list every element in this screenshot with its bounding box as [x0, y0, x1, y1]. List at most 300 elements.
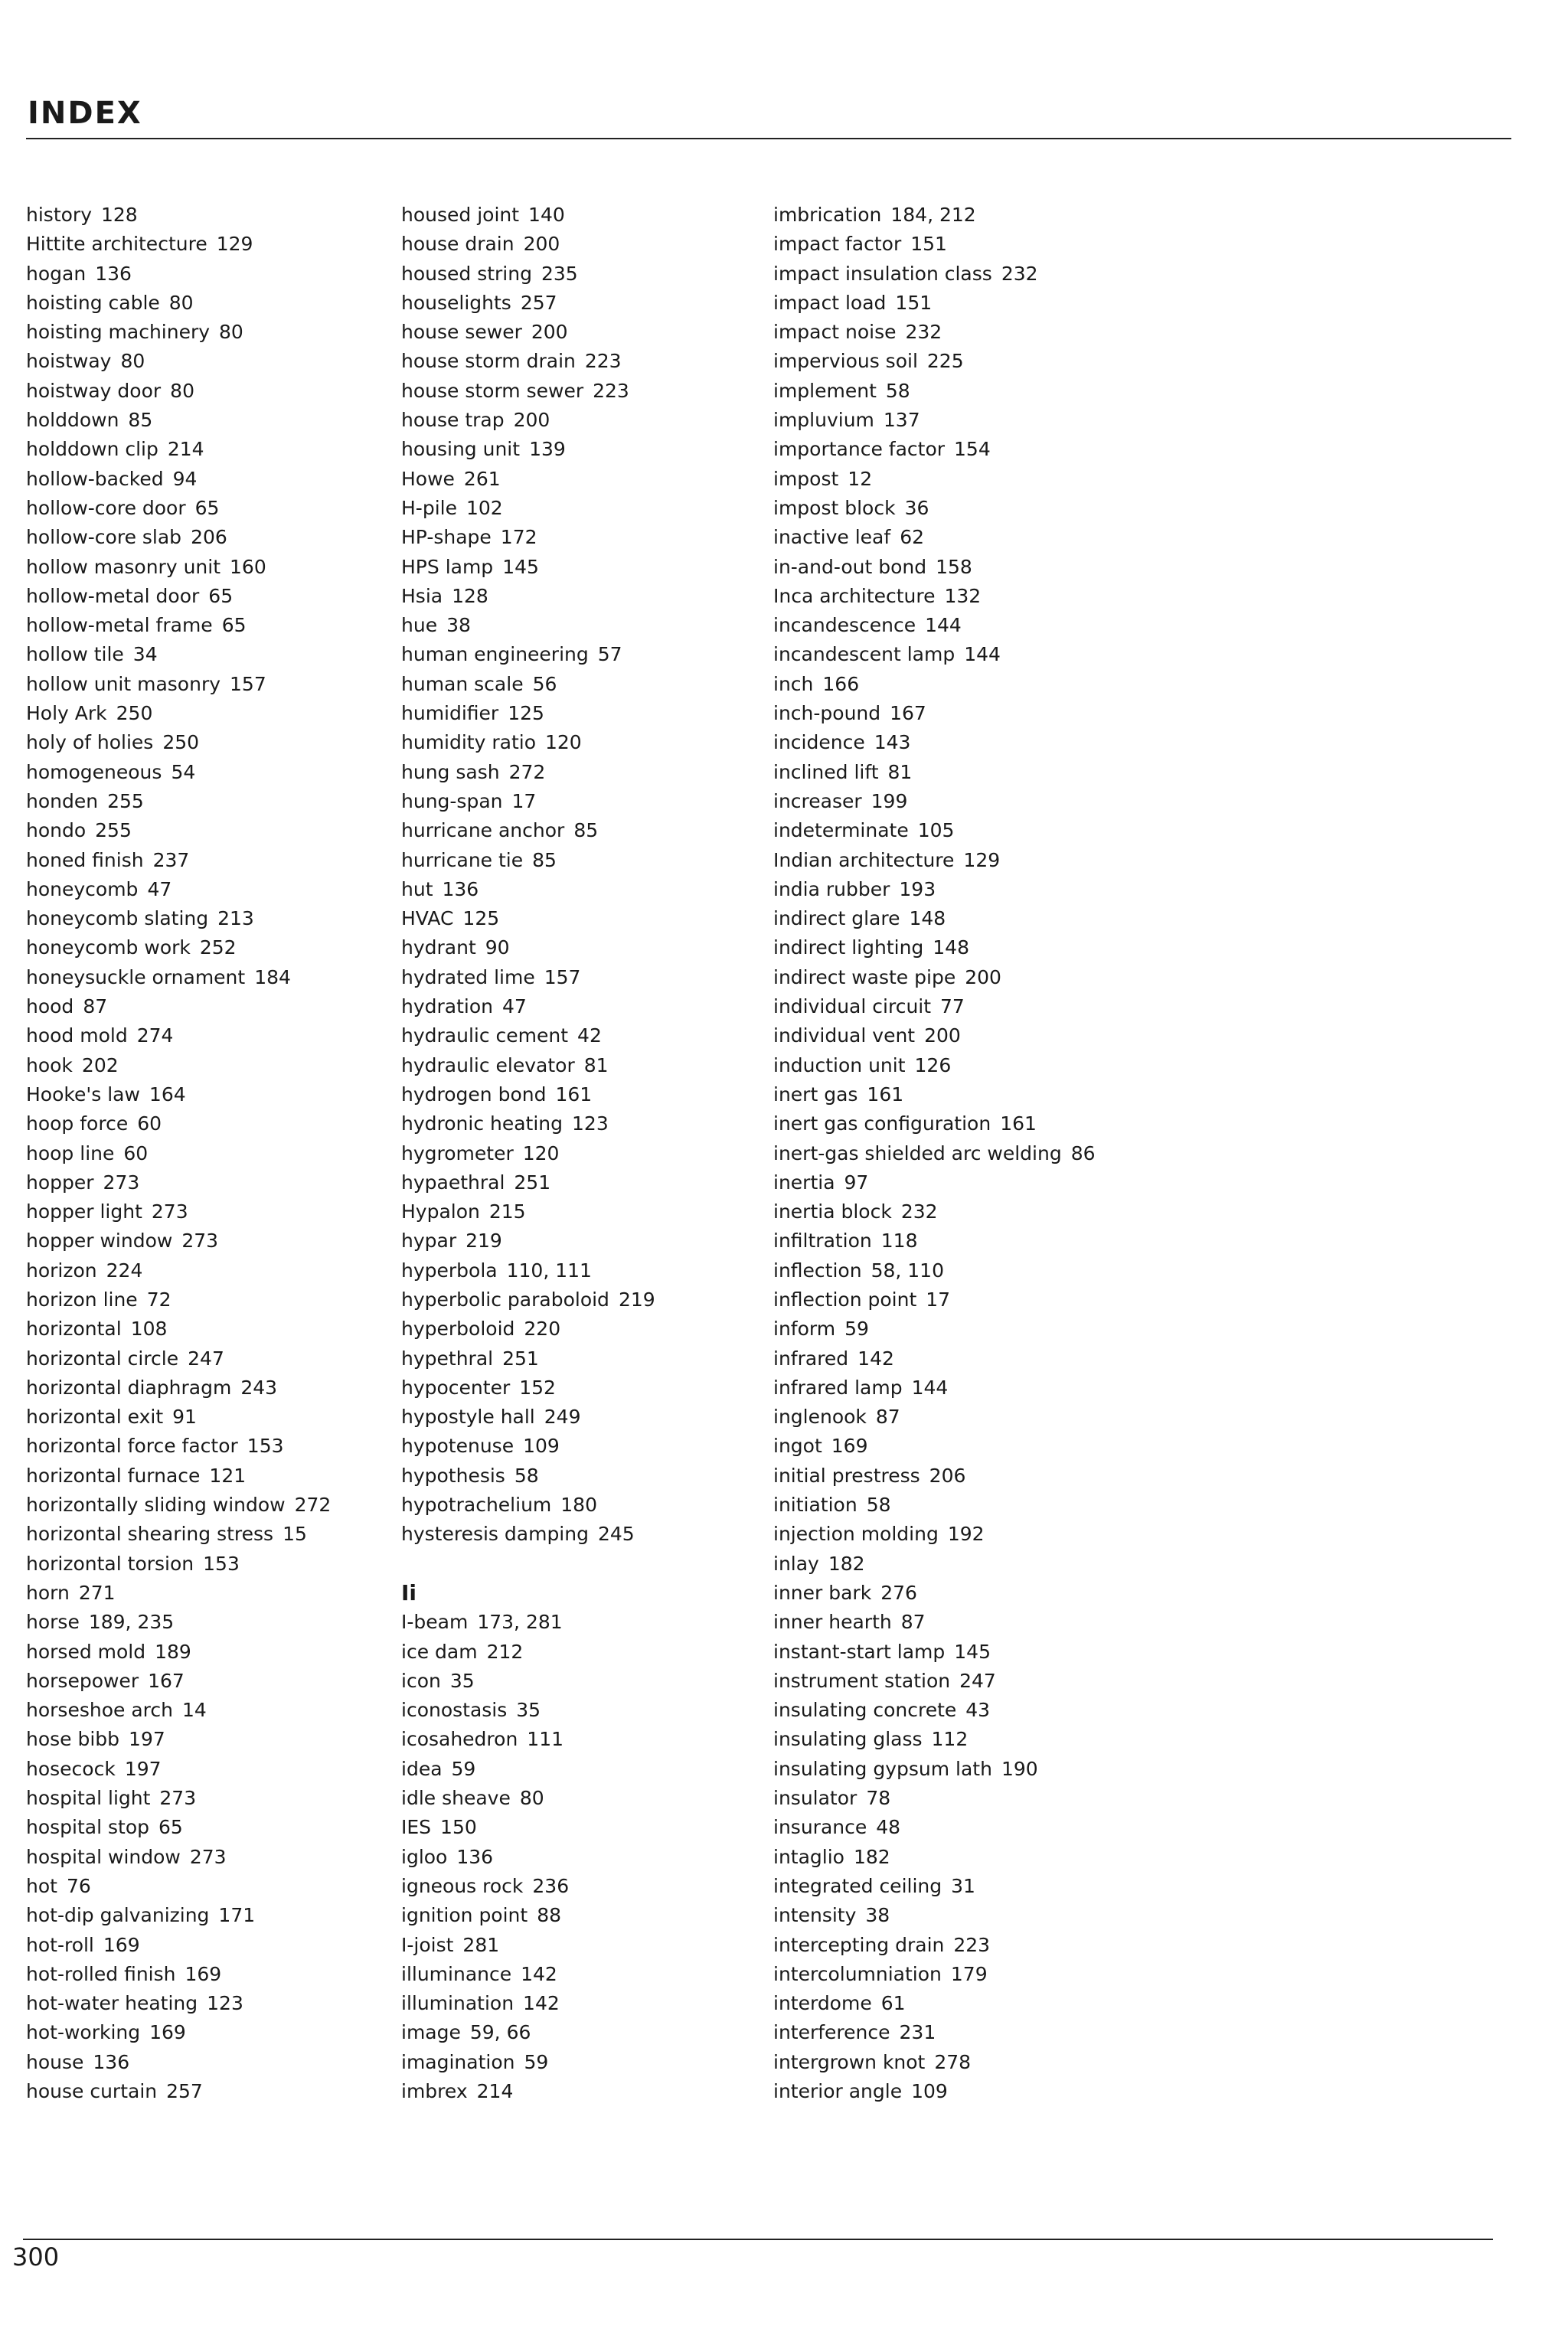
index-page-refs: 80 — [219, 321, 243, 344]
index-page-refs: 142 — [521, 1962, 557, 1985]
index-term: hot-water heating — [26, 1992, 198, 2015]
index-term: hollow-core slab — [26, 526, 182, 549]
index-page-refs: 34 — [132, 643, 158, 666]
index-entry — [773, 1403, 1133, 1432]
index-entry — [401, 435, 761, 464]
index-entry — [773, 1520, 1133, 1549]
index-page-refs: 144 — [911, 1376, 949, 1399]
index-page-refs: 157 — [230, 672, 266, 695]
index-term: inner bark — [773, 1581, 872, 1604]
index-page-refs: 257 — [520, 291, 557, 314]
index-page-refs: 65 — [208, 584, 234, 607]
index-entry — [26, 904, 386, 933]
index-entry — [26, 816, 386, 845]
index-term: interior angle — [773, 2080, 903, 2102]
index-term: ignition point — [401, 1904, 528, 1927]
index-term: hollow unit masonry — [26, 672, 221, 695]
index-term: housing unit — [401, 438, 521, 461]
index-entry — [26, 1491, 386, 1520]
index-entry — [26, 1550, 386, 1579]
index-entry — [401, 289, 761, 318]
index-page-refs: 58 — [885, 379, 910, 402]
index-entry — [26, 1872, 386, 1901]
index-term: hollow-metal frame — [26, 614, 213, 637]
index-term: inertia block — [773, 1200, 892, 1223]
index-entry — [401, 406, 761, 435]
index-term: imagination — [401, 2050, 515, 2073]
index-term: india rubber — [773, 877, 890, 900]
index-page-refs: 171 — [218, 1904, 256, 1927]
index-term: hurricane anchor — [401, 819, 565, 842]
index-entry — [26, 289, 386, 318]
index-entry — [773, 787, 1133, 816]
index-entry — [773, 1960, 1133, 1989]
index-page-refs: 274 — [136, 1024, 174, 1047]
index-entry — [773, 1021, 1133, 1050]
index-term: Holy Ark — [26, 702, 107, 725]
index-page-refs: 140 — [528, 204, 565, 226]
index-page-refs: 169 — [185, 1962, 222, 1985]
index-page-refs: 87 — [875, 1406, 900, 1429]
header-divider — [26, 138, 1511, 139]
index-term: hurricane tie — [401, 848, 524, 871]
index-entry — [401, 1080, 761, 1109]
index-page-refs: 85 — [128, 409, 153, 432]
index-term: inertia — [773, 1171, 835, 1194]
index-entry — [401, 758, 761, 787]
index-entry — [773, 670, 1133, 699]
index-page-refs: 88 — [537, 1904, 562, 1927]
index-entry — [401, 1109, 761, 1138]
index-page-refs: 86 — [1070, 1142, 1096, 1164]
index-term: horizontally sliding window — [26, 1494, 286, 1517]
index-term: humidifier — [401, 702, 499, 725]
index-page-refs: 224 — [106, 1259, 143, 1282]
index-term: hydration — [401, 995, 493, 1018]
index-entry — [26, 670, 386, 699]
index-page-refs: 272 — [508, 760, 546, 783]
index-term: hoisting machinery — [26, 321, 211, 344]
index-term: hygrometer — [401, 1142, 514, 1164]
index-page-refs: 153 — [247, 1435, 284, 1458]
index-page-refs: 38 — [446, 614, 471, 637]
index-entry — [401, 523, 761, 552]
index-entry — [401, 230, 761, 259]
index-page-refs: 182 — [853, 1845, 890, 1868]
index-page-refs: 160 — [230, 555, 266, 578]
index-page-refs: 169 — [831, 1435, 868, 1458]
index-entry — [26, 1667, 386, 1696]
index-entry — [26, 1989, 386, 2018]
index-entry — [773, 1109, 1133, 1138]
index-entry — [26, 1725, 386, 1754]
index-term: hollow-backed — [26, 467, 164, 490]
index-entry — [401, 1139, 761, 1168]
index-page-refs: 273 — [151, 1200, 188, 1223]
index-entry — [26, 1315, 386, 1344]
index-entry — [26, 465, 386, 494]
index-entry — [773, 1344, 1133, 1373]
index-page-refs: 145 — [954, 1640, 991, 1663]
index-page-refs: 180 — [560, 1494, 597, 1517]
index-entry — [773, 465, 1133, 494]
index-term: hot-rolled finish — [26, 1962, 176, 1985]
index-term: HP-shape — [401, 526, 492, 549]
index-page-refs: 206 — [191, 526, 227, 549]
index-entry — [401, 494, 761, 523]
index-term: house curtain — [26, 2080, 158, 2102]
index-page-refs: 197 — [124, 1757, 162, 1780]
index-entry — [401, 1989, 761, 2018]
index-term: I-joist — [401, 1933, 454, 1956]
index-entry — [773, 1667, 1133, 1696]
index-term: inert gas — [773, 1083, 858, 1106]
index-entry — [26, 728, 386, 757]
index-entry — [26, 435, 386, 464]
index-entry — [26, 787, 386, 816]
index-entry — [773, 1813, 1133, 1842]
index-entry — [26, 523, 386, 552]
index-page-refs: 250 — [116, 702, 153, 725]
index-entry — [401, 1520, 761, 1549]
index-term: hood mold — [26, 1024, 128, 1047]
section-heading: Ii — [401, 1579, 417, 1605]
index-page-refs: 112 — [931, 1728, 969, 1751]
index-term: history — [26, 204, 92, 226]
index-page-refs: 132 — [944, 584, 982, 607]
index-page-refs: 48 — [876, 1816, 901, 1839]
index-page-refs: 223 — [593, 379, 629, 402]
index-entry — [26, 406, 386, 435]
index-entry — [26, 1784, 386, 1813]
index-term: inglenook — [773, 1406, 867, 1429]
index-term: inlay — [773, 1552, 819, 1575]
index-page-refs: 220 — [524, 1318, 561, 1341]
index-entry — [26, 640, 386, 669]
index-entry — [401, 1813, 761, 1842]
index-term: inner hearth — [773, 1611, 892, 1634]
index-term: horizontal circle — [26, 1347, 179, 1370]
index-page-refs: 249 — [544, 1406, 581, 1429]
index-term: hosecock — [26, 1757, 116, 1780]
index-term: honed finish — [26, 848, 144, 871]
index-term: hyperbola — [401, 1259, 498, 1282]
index-entry — [401, 611, 761, 640]
index-entry — [773, 1989, 1133, 2018]
index-entry — [773, 728, 1133, 757]
index-term: hot — [26, 1874, 57, 1897]
index-page-refs: 38 — [865, 1904, 890, 1927]
index-entry — [773, 2018, 1133, 2047]
index-entry — [26, 1696, 386, 1725]
index-term: idea — [401, 1757, 443, 1780]
index-term: hut — [401, 877, 433, 900]
index-term: hollow-metal door — [26, 584, 200, 607]
index-page-refs: 126 — [914, 1053, 952, 1076]
index-page-refs: 219 — [618, 1288, 655, 1311]
index-entry — [26, 1960, 386, 1989]
index-entry — [773, 1139, 1133, 1168]
index-entry — [26, 758, 386, 787]
index-page-refs: 200 — [531, 321, 568, 344]
index-term: in-and-out bond — [773, 555, 927, 578]
index-page-refs: 110, 111 — [506, 1259, 592, 1282]
index-page-refs: 137 — [883, 409, 920, 432]
index-term: illumination — [401, 1992, 514, 2015]
index-term: insurance — [773, 1816, 867, 1839]
index-term: house sewer — [401, 321, 522, 344]
index-term: house storm drain — [401, 350, 576, 373]
index-page-refs: 151 — [895, 291, 933, 314]
index-entry — [26, 1285, 386, 1315]
index-page-refs: 47 — [502, 995, 527, 1018]
index-entry — [773, 1285, 1133, 1315]
index-page-refs: 125 — [508, 702, 544, 725]
index-term: homogeneous — [26, 760, 162, 783]
index-page-refs: 190 — [1001, 1757, 1038, 1780]
index-page-refs: 193 — [899, 877, 936, 900]
index-page-refs: 90 — [485, 936, 510, 959]
index-term: impluvium — [773, 409, 874, 432]
index-page-refs: 12 — [848, 467, 873, 490]
index-term: holddown clip — [26, 438, 158, 461]
index-page-refs: 72 — [146, 1288, 172, 1311]
index-entry — [26, 377, 386, 406]
index-term: horizon line — [26, 1288, 138, 1311]
index-page-refs: 35 — [516, 1699, 541, 1722]
index-page-refs: 184 — [254, 965, 291, 988]
footer-divider — [23, 2239, 1493, 2240]
index-entry — [401, 1491, 761, 1520]
index-term: igneous rock — [401, 1874, 524, 1897]
index-term: indirect waste pipe — [773, 965, 956, 988]
index-entry — [26, 1109, 386, 1138]
index-page-refs: 232 — [1001, 262, 1038, 285]
index-entry — [773, 1872, 1133, 1901]
index-term: house — [26, 2050, 84, 2073]
index-term: horizon — [26, 1259, 97, 1282]
index-page-refs: 214 — [476, 2080, 514, 2102]
index-term: holddown — [26, 409, 119, 432]
index-term: human scale — [401, 672, 524, 695]
index-entry — [26, 1432, 386, 1461]
index-column-2 — [401, 201, 761, 2106]
index-entry — [401, 1051, 761, 1080]
index-entry — [401, 1373, 761, 1403]
index-entry — [26, 318, 386, 347]
index-term: importance factor — [773, 438, 946, 461]
index-page-refs: 87 — [900, 1611, 926, 1634]
index-term: hospital light — [26, 1787, 151, 1810]
page-number: 300 — [12, 2242, 60, 2272]
index-page-refs: 125 — [462, 907, 500, 930]
index-page-refs: 237 — [152, 848, 190, 871]
index-term: hydrated lime — [401, 965, 535, 988]
index-term: hopper window — [26, 1230, 173, 1253]
index-page-refs: 151 — [910, 233, 947, 256]
index-page-refs: 169 — [103, 1933, 140, 1956]
index-entry — [26, 1843, 386, 1872]
index-page-refs: 245 — [597, 1523, 635, 1546]
index-term: initiation — [773, 1494, 858, 1517]
index-page-refs: 148 — [933, 936, 969, 959]
index-page-refs: 252 — [199, 936, 237, 959]
index-entry — [773, 260, 1133, 289]
index-term: intergrown knot — [773, 2050, 926, 2073]
index-term: H-pile — [401, 496, 457, 519]
index-page-refs: 142 — [858, 1347, 894, 1370]
index-entry — [26, 1608, 386, 1637]
index-entry — [401, 933, 761, 962]
index-term: intensity — [773, 1904, 857, 1927]
index-term: honeycomb slating — [26, 907, 209, 930]
index-term: hypothesis — [401, 1464, 505, 1487]
index-term: Inca architecture — [773, 584, 936, 607]
index-entry — [26, 846, 386, 875]
index-entry — [401, 1403, 761, 1432]
index-entry — [401, 2018, 761, 2047]
index-page-refs: 179 — [950, 1962, 988, 1985]
index-entry — [26, 1344, 386, 1373]
index-entry — [401, 1638, 761, 1667]
index-term: horizontal shearing stress — [26, 1523, 274, 1546]
index-term: human engineering — [401, 643, 589, 666]
index-page-refs: 59 — [451, 1757, 476, 1780]
index-entry — [773, 1051, 1133, 1080]
index-page-refs: 231 — [899, 2021, 936, 2044]
index-page-refs: 102 — [466, 496, 503, 519]
index-page-refs: 172 — [500, 526, 537, 549]
index-term: instant-start lamp — [773, 1640, 946, 1663]
index-entry — [773, 2077, 1133, 2106]
index-entry — [26, 875, 386, 904]
index-entry — [401, 1872, 761, 1901]
index-page-refs: 15 — [283, 1523, 307, 1546]
index-term: induction unit — [773, 1053, 906, 1076]
index-entry — [773, 1579, 1133, 1608]
index-term: hypar — [401, 1230, 457, 1253]
index-entry — [401, 201, 761, 230]
index-page-refs: 215 — [488, 1200, 526, 1223]
index-page-refs: 36 — [904, 496, 929, 519]
index-entry — [26, 1021, 386, 1050]
index-entry — [26, 1051, 386, 1080]
index-page-refs: 47 — [147, 877, 172, 900]
index-page-refs: 91 — [172, 1406, 197, 1429]
index-entry — [401, 1226, 761, 1256]
index-entry — [26, 1520, 386, 1549]
index-entry — [401, 963, 761, 992]
index-entry — [401, 1285, 761, 1315]
index-term: hypethral — [401, 1347, 494, 1370]
index-term: inert-gas shielded arc welding — [773, 1142, 1062, 1164]
index-entry — [773, 1080, 1133, 1109]
index-term: horizontal diaphragm — [26, 1376, 232, 1399]
index-entry — [401, 1432, 761, 1461]
index-term: hoistway — [26, 350, 112, 373]
index-page-refs: 136 — [442, 877, 479, 900]
index-term: impervious soil — [773, 350, 918, 373]
index-entry — [401, 553, 761, 582]
index-term: implement — [773, 379, 877, 402]
page-title: INDEX — [28, 96, 142, 131]
index-page-refs: 199 — [871, 789, 908, 812]
index-entry — [773, 1725, 1133, 1754]
index-entry — [26, 2077, 386, 2106]
index-term: hung sash — [401, 760, 500, 783]
index-entry — [401, 1462, 761, 1491]
index-page-refs: 97 — [844, 1171, 869, 1194]
index-page-refs: 81 — [887, 760, 913, 783]
index-term: infiltration — [773, 1230, 872, 1253]
index-entry — [401, 318, 761, 347]
index-page-refs: 273 — [181, 1230, 219, 1253]
index-entry — [773, 963, 1133, 992]
index-page-refs: 154 — [954, 438, 991, 461]
index-page-refs: 145 — [502, 555, 539, 578]
index-entry — [773, 1843, 1133, 1872]
index-term: incandescence — [773, 614, 916, 637]
index-page-refs: 200 — [523, 233, 560, 256]
index-entry — [401, 1021, 761, 1050]
index-term: I-beam — [401, 1611, 469, 1634]
index-term: icosahedron — [401, 1728, 518, 1751]
index-entry — [401, 1696, 761, 1725]
index-entry — [401, 1960, 761, 1989]
index-term: impact factor — [773, 233, 902, 256]
index-page-refs: 80 — [120, 350, 145, 373]
index-entry — [401, 1608, 761, 1637]
index-page-refs: 31 — [951, 1874, 975, 1897]
index-page-refs: 161 — [555, 1083, 593, 1106]
index-entry — [773, 1931, 1133, 1960]
index-page-refs: 57 — [597, 643, 622, 666]
index-entry — [401, 465, 761, 494]
index-page-refs: 152 — [519, 1376, 556, 1399]
index-page-refs: 167 — [148, 1669, 185, 1692]
index-entry — [26, 1139, 386, 1168]
index-term: horn — [26, 1581, 70, 1604]
index-page-refs: 223 — [584, 350, 622, 373]
index-page-refs: 65 — [221, 614, 247, 637]
index-page-refs: 43 — [965, 1699, 991, 1722]
index-entry — [773, 230, 1133, 259]
index-entry — [26, 1755, 386, 1784]
index-term: house storm sewer — [401, 379, 584, 402]
index-entry — [773, 201, 1133, 230]
index-page-refs: 56 — [532, 672, 557, 695]
index-page-refs: 189, 235 — [88, 1611, 175, 1634]
index-term: inform — [773, 1318, 836, 1341]
index-term: horizontal exit — [26, 1406, 164, 1429]
index-term: hopper light — [26, 1200, 142, 1223]
index-term: incandescent lamp — [773, 643, 956, 666]
index-page-refs: 273 — [159, 1787, 197, 1810]
index-entry — [773, 904, 1133, 933]
index-term: holy of holies — [26, 731, 154, 754]
index-entry — [26, 1901, 386, 1930]
index-page-refs: 250 — [162, 731, 200, 754]
index-term: interdome — [773, 1992, 872, 2015]
index-entry — [401, 640, 761, 669]
index-term: individual vent — [773, 1024, 916, 1047]
index-page-refs: 59 — [844, 1318, 869, 1341]
index-term: honeysuckle ornament — [26, 965, 246, 988]
index-term: Indian architecture — [773, 848, 955, 871]
index-entry — [401, 1755, 761, 1784]
index-entry — [26, 1813, 386, 1842]
index-entry — [773, 1550, 1133, 1579]
